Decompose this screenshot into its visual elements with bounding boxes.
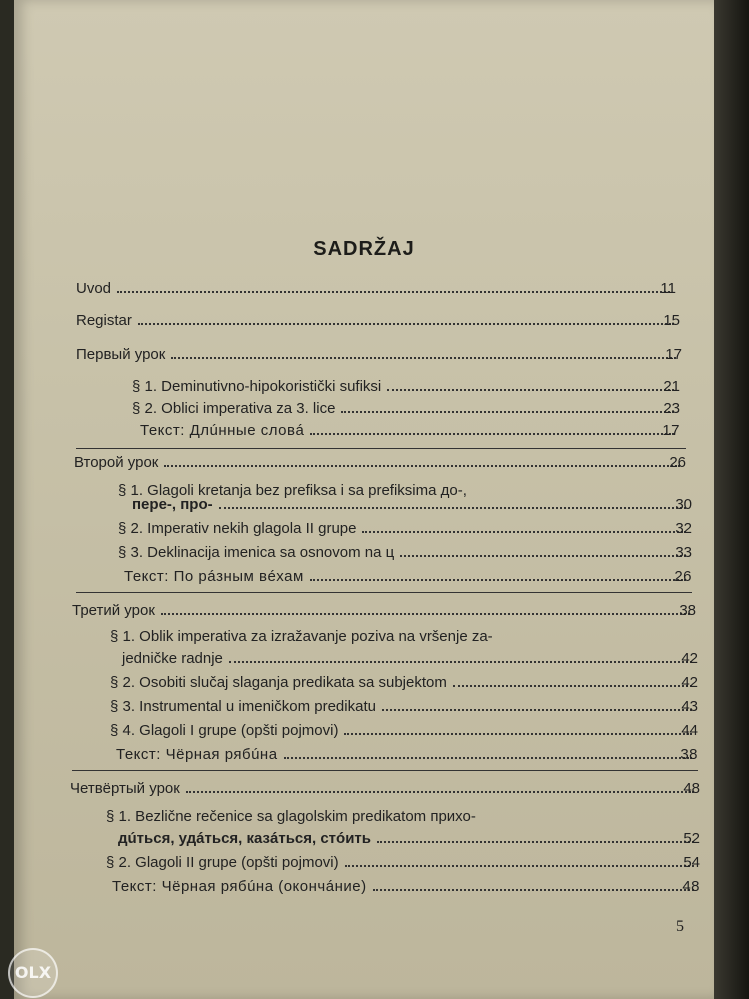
book-page	[14, 0, 714, 999]
page-number: 5	[676, 918, 684, 935]
page-title: SADRŽAJ	[313, 238, 415, 260]
toc-entry: § 2. Oblici imperativa za 3. lice 23	[132, 400, 680, 417]
toc-entry: § 4. Glagoli I grupe (opšti pojmovi) 44	[110, 722, 698, 739]
toc-entry: Registar 15	[76, 312, 680, 329]
toc-entry-text: Текст: Чёрная рябúна 38	[116, 746, 698, 763]
divider	[76, 448, 686, 449]
toc-entry: § 2. Imperativ nekih glagola II grupe 32	[118, 520, 692, 537]
toc-entry: § 2. Osobiti slučaj slaganja predikata sa subjektom 42	[110, 674, 698, 691]
toc-entry: § 2. Glagoli II grupe (opšti pojmovi) 54	[106, 854, 700, 871]
toc-entry-text: Текст: Чёрная рябúна (окончáние) 48	[112, 878, 700, 895]
toc-entry: § 1. Oblik imperativa za izražavanje poziva na vršenje za-	[110, 628, 493, 645]
toc-entry-lesson-2: Второй урок 26	[74, 454, 686, 471]
toc-entry-lesson-1: Первый урок 17	[76, 346, 682, 363]
divider	[76, 592, 692, 593]
toc-entry-continuation: пере-, про- 30	[132, 496, 692, 513]
toc-entry: § 1. Deminutivno-hipokoristički sufiksi 21	[132, 378, 680, 395]
toc-entry-continuation: дúться, удáться, казáться, стóить 52	[118, 830, 700, 847]
divider	[72, 770, 698, 771]
toc-entry: § 1. Glagoli kretanja bez prefiksa i sa prefiksima до-,	[118, 482, 467, 499]
toc-entry-text: Текст: По рáзным вéхам 26	[124, 568, 692, 585]
book-edge-shadow	[714, 0, 749, 999]
toc-entry: § 3. Instrumental u imeničkom predikatu 43	[110, 698, 698, 715]
toc-entry: § 3. Deklinacija imenica sa osnovom na ц 33	[118, 544, 692, 561]
toc-entry: § 1. Bezlične rečenice sa glagolskim predikatom прихо-	[106, 808, 476, 825]
toc-entry: Uvod 11	[76, 280, 676, 297]
toc-entry-continuation: jedničke radnje 42	[122, 650, 698, 667]
olx-watermark-logo: OLX	[8, 948, 58, 998]
toc-entry-text: Текст: Длúнные словá 17	[140, 422, 680, 439]
toc-entry-lesson-4: Четвёртый урок 48	[70, 780, 700, 797]
toc-entry-lesson-3: Третий урок 38	[72, 602, 696, 619]
